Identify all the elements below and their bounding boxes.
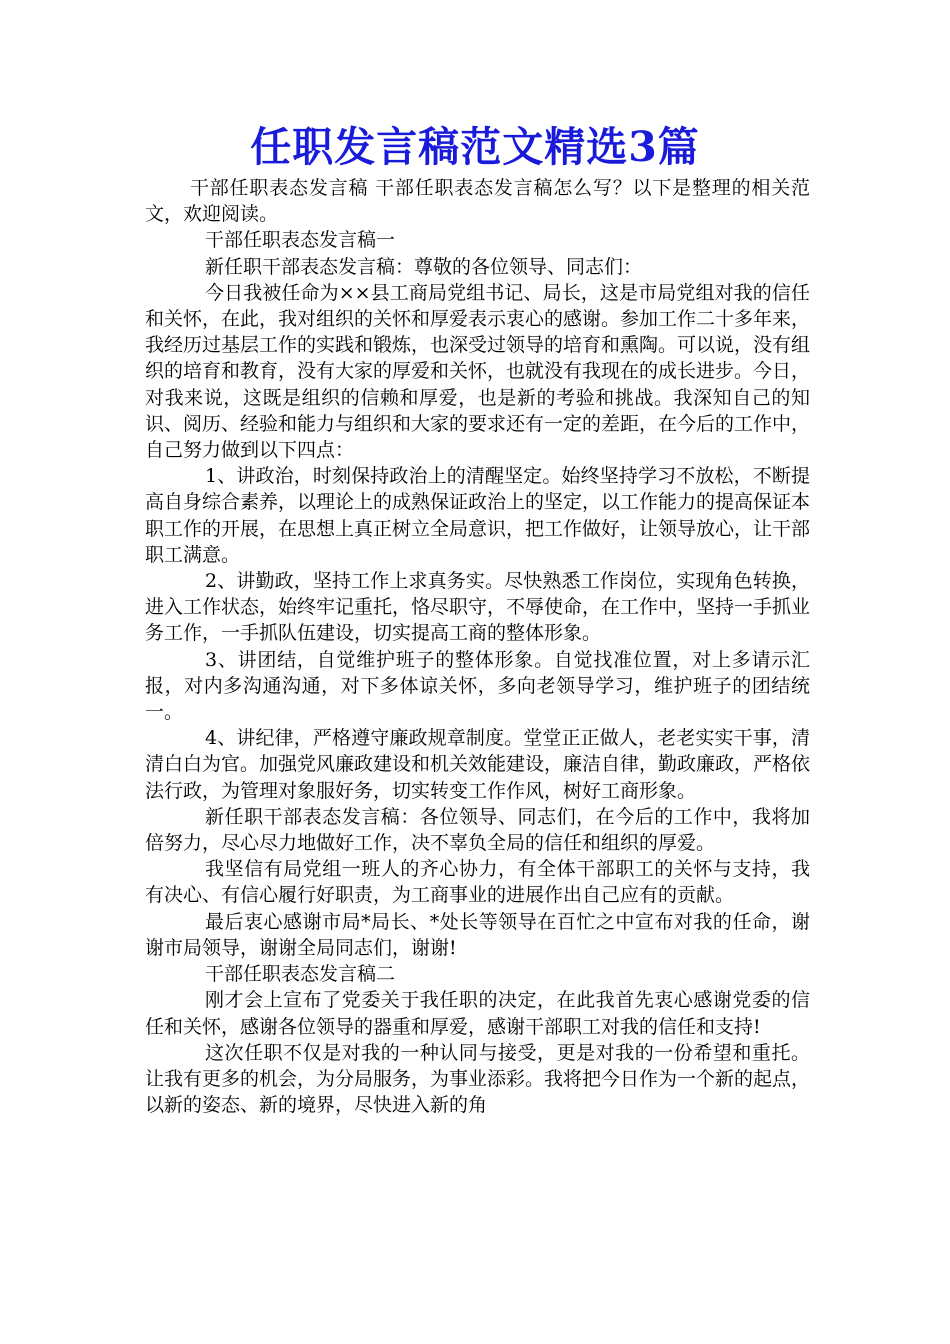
paragraph: 3、讲团结，自觉维护班子的整体形象。自觉找准位置，对上多请示汇报，对内多沟通沟通，对下多体谅关怀，多向老领导学习，维护班子的团结统一。 [145, 648, 810, 724]
section-heading: 干部任职表态发言稿二 [205, 963, 396, 986]
paragraph: 今日我被任命为××县工商局党组书记、局长，这是市局党组对我的信任和关怀，在此，我对组织的关怀和厚爱表示衷心的感谢。参加工作二十多年来，我经历过基层工作的实践和锻炼，也深受过领导的培育和熏陶。可以说，没有组织的培育和教育，没有大家的厚爱和关怀，也就没有我现在的成长进步。今日，对我来说，这既是组织的信赖和厚爱，也是新的考验和挑战。我深知自己的知识、阅历、经验和能力与组织和大家的要求还有一定的差距，在今后的工作中，自己努力做到以下四点： [145, 281, 811, 462]
paragraph: 1、讲政治，时刻保持政治上的清醒坚定。始终坚持学习不放松，不断提高自身综合素养，以理论上的成熟保证政治上的坚定，以工作能力的提高保证本职工作的开展，在思想上真正树立全局意识，把工作做好，让领导放心，让干部职工满意。 [145, 465, 811, 566]
paragraph: 2、讲勤政，坚持工作上求真务实。尽快熟悉工作岗位，实现角色转换，进入工作状态，始终牢记重托，恪尽职守，不辱使命，在工作中，坚持一手抓业务工作，一手抓队伍建设，切实提高工商的整体形象。 [145, 570, 811, 645]
document-body [145, 175, 810, 1118]
paragraph: 刚才会上宣布了党委关于我任职的决定，在此我首先衷心感谢党委的信任和关怀，感谢各位领导的器重和厚爱，感谢干部职工对我的信任和支持! [145, 989, 810, 1038]
paragraph: 新任职干部表态发言稿：尊敬的各位领导、同志们： [205, 255, 643, 278]
paragraph: 最后衷心感谢市局*局长、*处长等领导在百忙之中宣布对我的任命，谢谢市局领导，谢谢全局同志们，谢谢! [145, 910, 810, 959]
document-title: 任职发言稿范文精选3篇 [250, 123, 700, 171]
paragraph: 这次任职不仅是对我的一种认同与接受，更是对我的一份希望和重托。让我有更多的机会，为分局服务，为事业添彩。我将把今日作为一个新的起点，以新的姿态、新的境界，尽快进入新的角 [145, 1041, 811, 1117]
paragraph: 新任职干部表态发言稿：各位领导、同志们，在今后的工作中，我将加倍努力，尽心尽力地做好工作，决不辜负全局的信任和组织的厚爱。 [145, 805, 810, 855]
paragraph: 我坚信有局党组一班人的齐心协力，有全体干部职工的关怀与支持，我有决心、有信心履行好职责，为工商事业的进展作出自己应有的贡献。 [145, 858, 810, 907]
section-heading: 干部任职表态发言稿一 [205, 229, 396, 252]
paragraph: 4、讲纪律，严格遵守廉政规章制度。堂堂正正做人，老老实实干事，清清白白为官。加强党风廉政建设和机关效能建设，廉洁自律，勤政廉政，严格依法行政，为管理对象服好务，切实转变工作作风，树好工商形象。 [145, 727, 811, 802]
paragraph: 干部任职表态发言稿 干部任职表态发言稿怎么写？以下是整理的相关范文，欢迎阅读。 [145, 177, 810, 226]
